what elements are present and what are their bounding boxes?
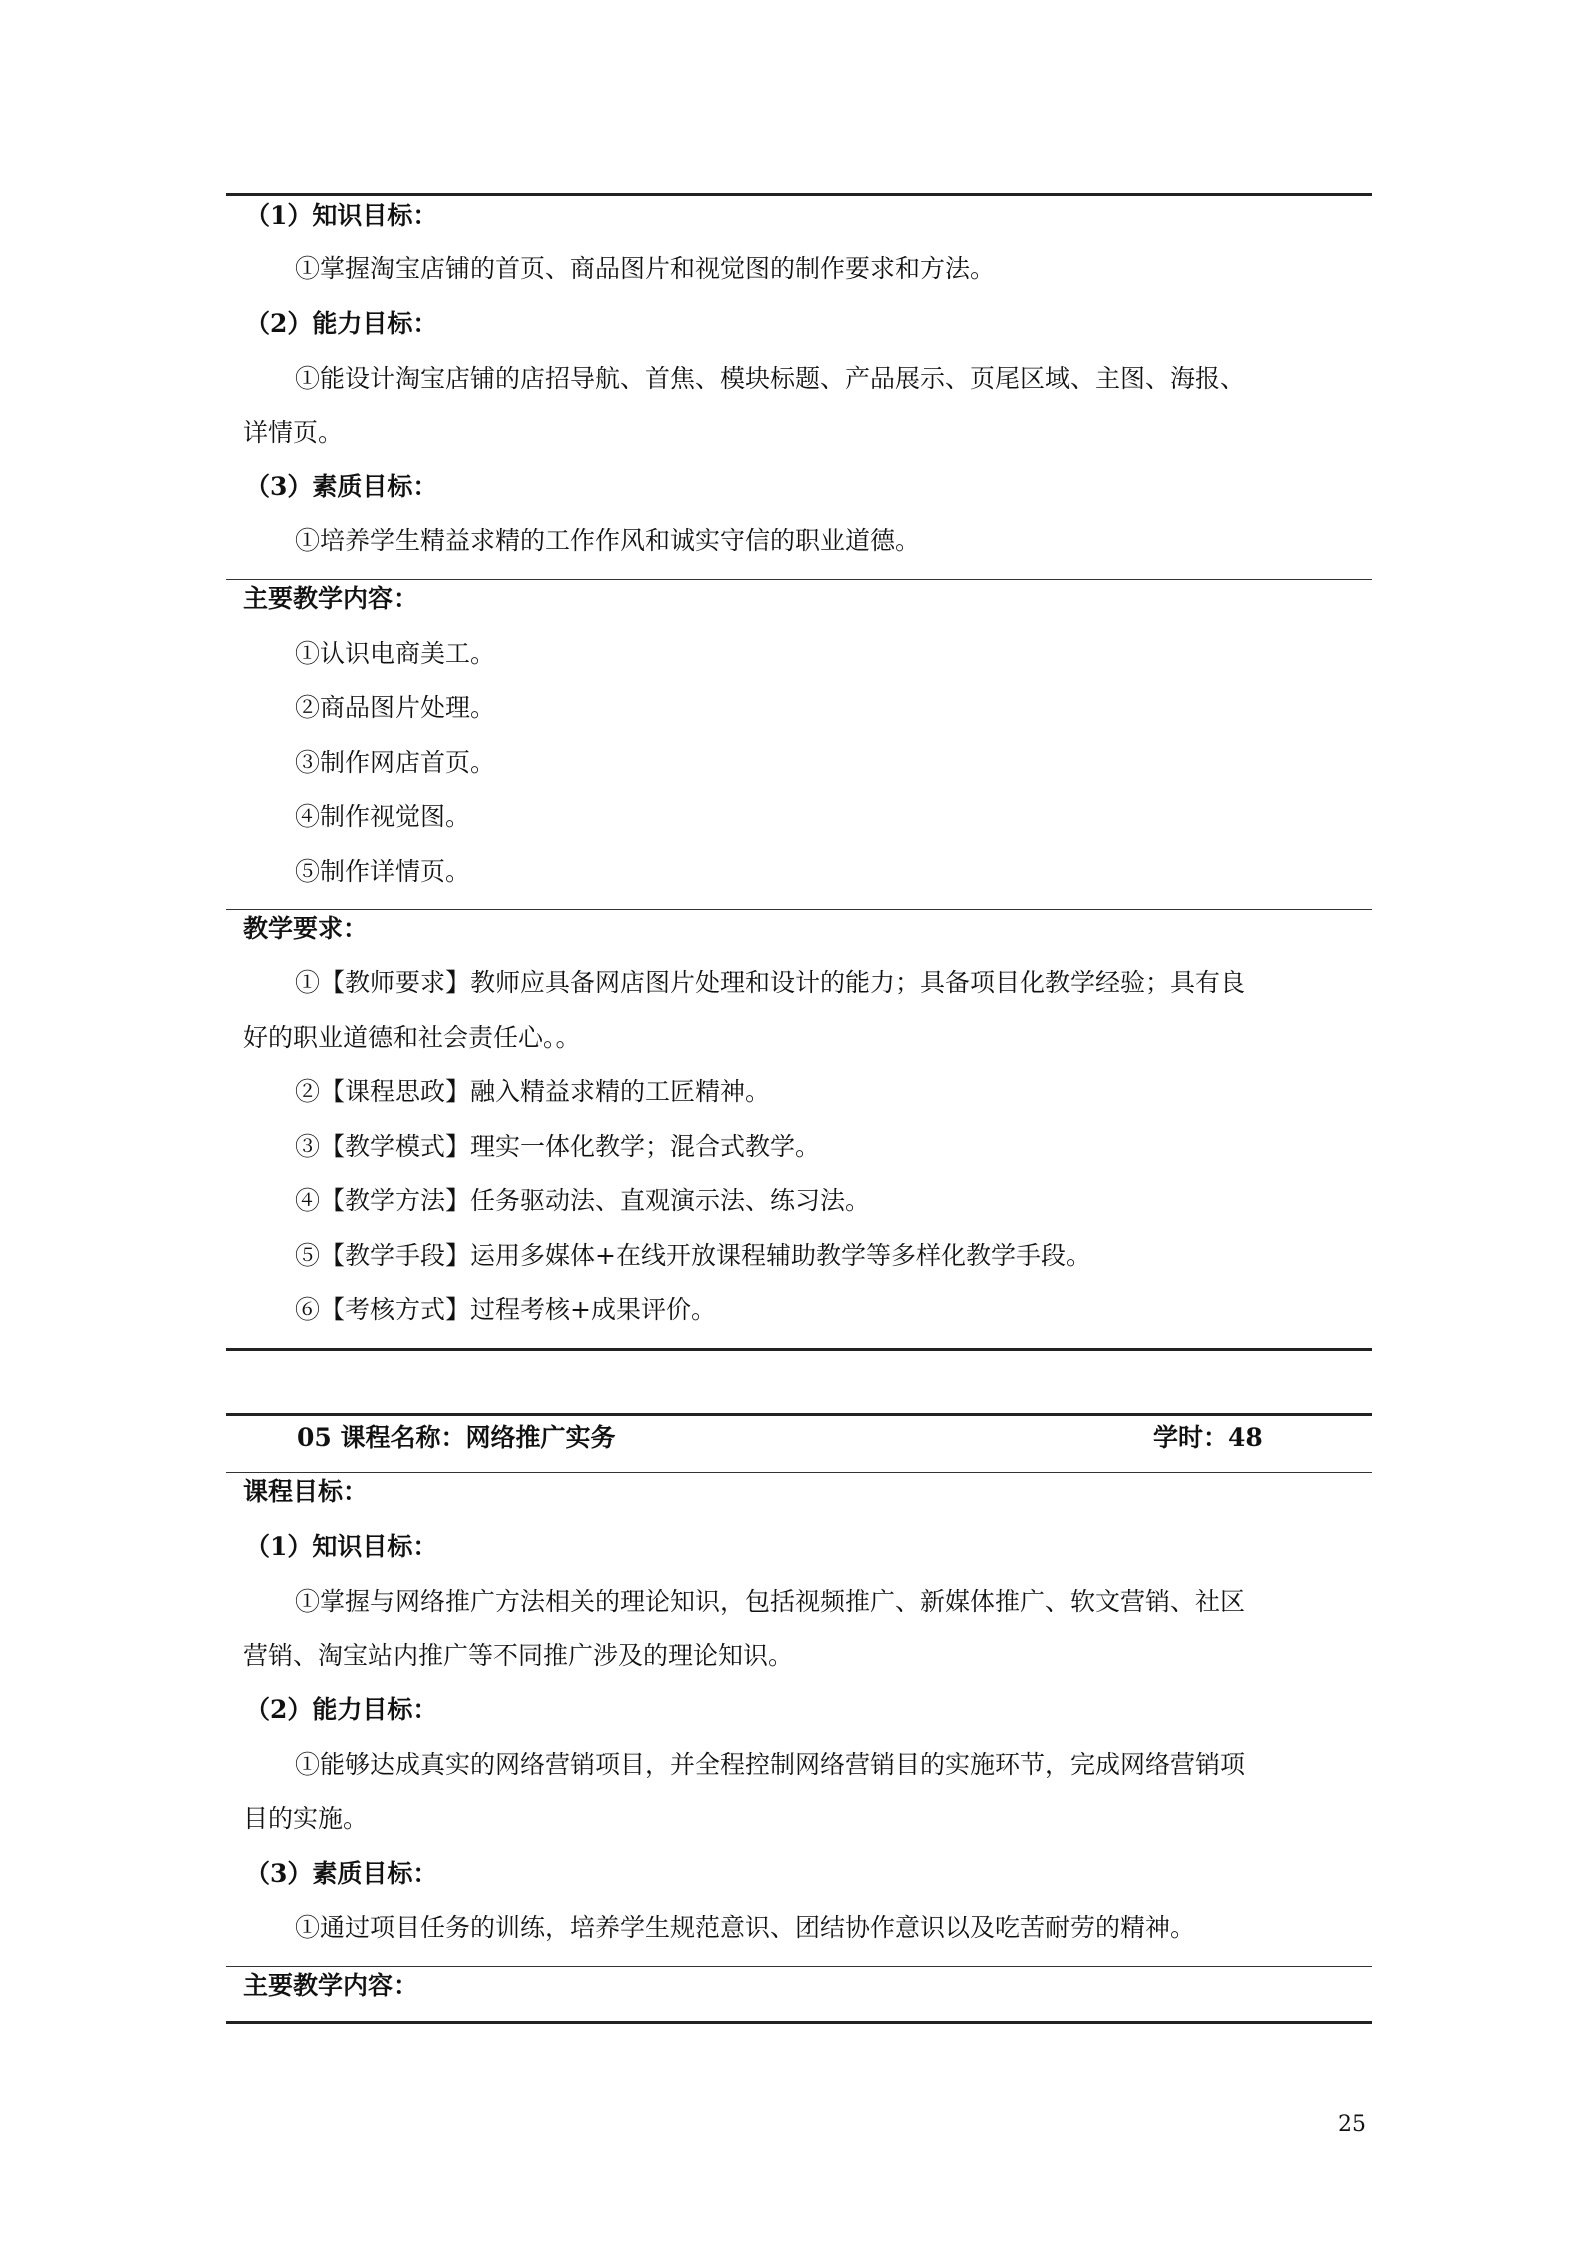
quality-heading: （3）素质目标： [245, 1859, 438, 1888]
content-item: ④制作视觉图。 [295, 802, 471, 831]
ability-item: ①能设计淘宝店铺的店招导航、首焦、模块标题、产品展示、页尾区域、主图、海报、 [295, 364, 1246, 393]
requirement-item: ④【教学方法】任务驱动法、直观演示法、练习法。 [295, 1186, 871, 1215]
requirement-item: ①【教师要求】教师应具备网店图片处理和设计的能力；具备项目化教学经验；具有良 [295, 968, 1246, 997]
requirement-item: ⑤【教学手段】运用多媒体+在线开放课程辅助教学等多样化教学手段。 [295, 1241, 1091, 1270]
course-hours: 学时：48 [1153, 1423, 1263, 1452]
ability-item-cont: 详情页。 [243, 418, 344, 447]
requirement-item: ③【教学模式】理实一体化教学；混合式教学。 [295, 1132, 821, 1161]
content-heading: 主要教学内容： [243, 1971, 419, 2000]
knowledge-item: ①掌握与网络推广方法相关的理论知识，包括视频推广、新媒体推广、软文营销、社区 [295, 1587, 1246, 1616]
requirement-item: ⑥【考核方式】过程考核+成果评价。 [295, 1295, 716, 1324]
knowledge-heading: （1）知识目标： [245, 201, 438, 230]
ability-item-cont: 目的实施。 [243, 1804, 369, 1833]
top-rule [226, 193, 1372, 196]
section-divider [226, 1966, 1372, 1967]
course-title: 05 课程名称：网络推广实务 [297, 1423, 616, 1452]
ability-item: ①能够达成真实的网络营销项目，并全程控制网络营销目的实施环节，完成网络营销项 [295, 1750, 1246, 1779]
quality-item: ①培养学生精益求精的工作作风和诚实守信的职业道德。 [295, 526, 921, 555]
content-item: ①认识电商美工。 [295, 639, 496, 668]
ability-heading: （2）能力目标： [245, 1695, 438, 1724]
quality-item: ①通过项目任务的训练，培养学生规范意识、团结协作意识以及吃苦耐劳的精神。 [295, 1913, 1196, 1942]
content-item: ③制作网店首页。 [295, 748, 496, 777]
content-item: ②商品图片处理。 [295, 693, 496, 722]
section-divider [226, 909, 1372, 910]
knowledge-item: ①掌握淘宝店铺的首页、商品图片和视觉图的制作要求和方法。 [295, 254, 996, 283]
top-rule [226, 1413, 1372, 1416]
bottom-rule [226, 2021, 1372, 2024]
content-item: ⑤制作详情页。 [295, 857, 471, 886]
objectives-heading: 课程目标： [243, 1477, 369, 1506]
knowledge-item-cont: 营销、淘宝站内推广等不同推广涉及的理论知识。 [243, 1641, 794, 1670]
quality-heading: （3）素质目标： [245, 472, 438, 501]
ability-heading: （2）能力目标： [245, 309, 438, 338]
page-number: 25 [1338, 2112, 1366, 2137]
content-heading: 主要教学内容： [243, 584, 419, 613]
section-divider [226, 1472, 1372, 1473]
knowledge-heading: （1）知识目标： [245, 1532, 438, 1561]
requirements-heading: 教学要求： [243, 914, 369, 943]
bottom-rule [226, 1348, 1372, 1351]
section-divider [226, 579, 1372, 580]
requirement-item: ②【课程思政】融入精益求精的工匠精神。 [295, 1077, 771, 1106]
requirement-item-cont: 好的职业道德和社会责任心。。 [243, 1023, 581, 1052]
